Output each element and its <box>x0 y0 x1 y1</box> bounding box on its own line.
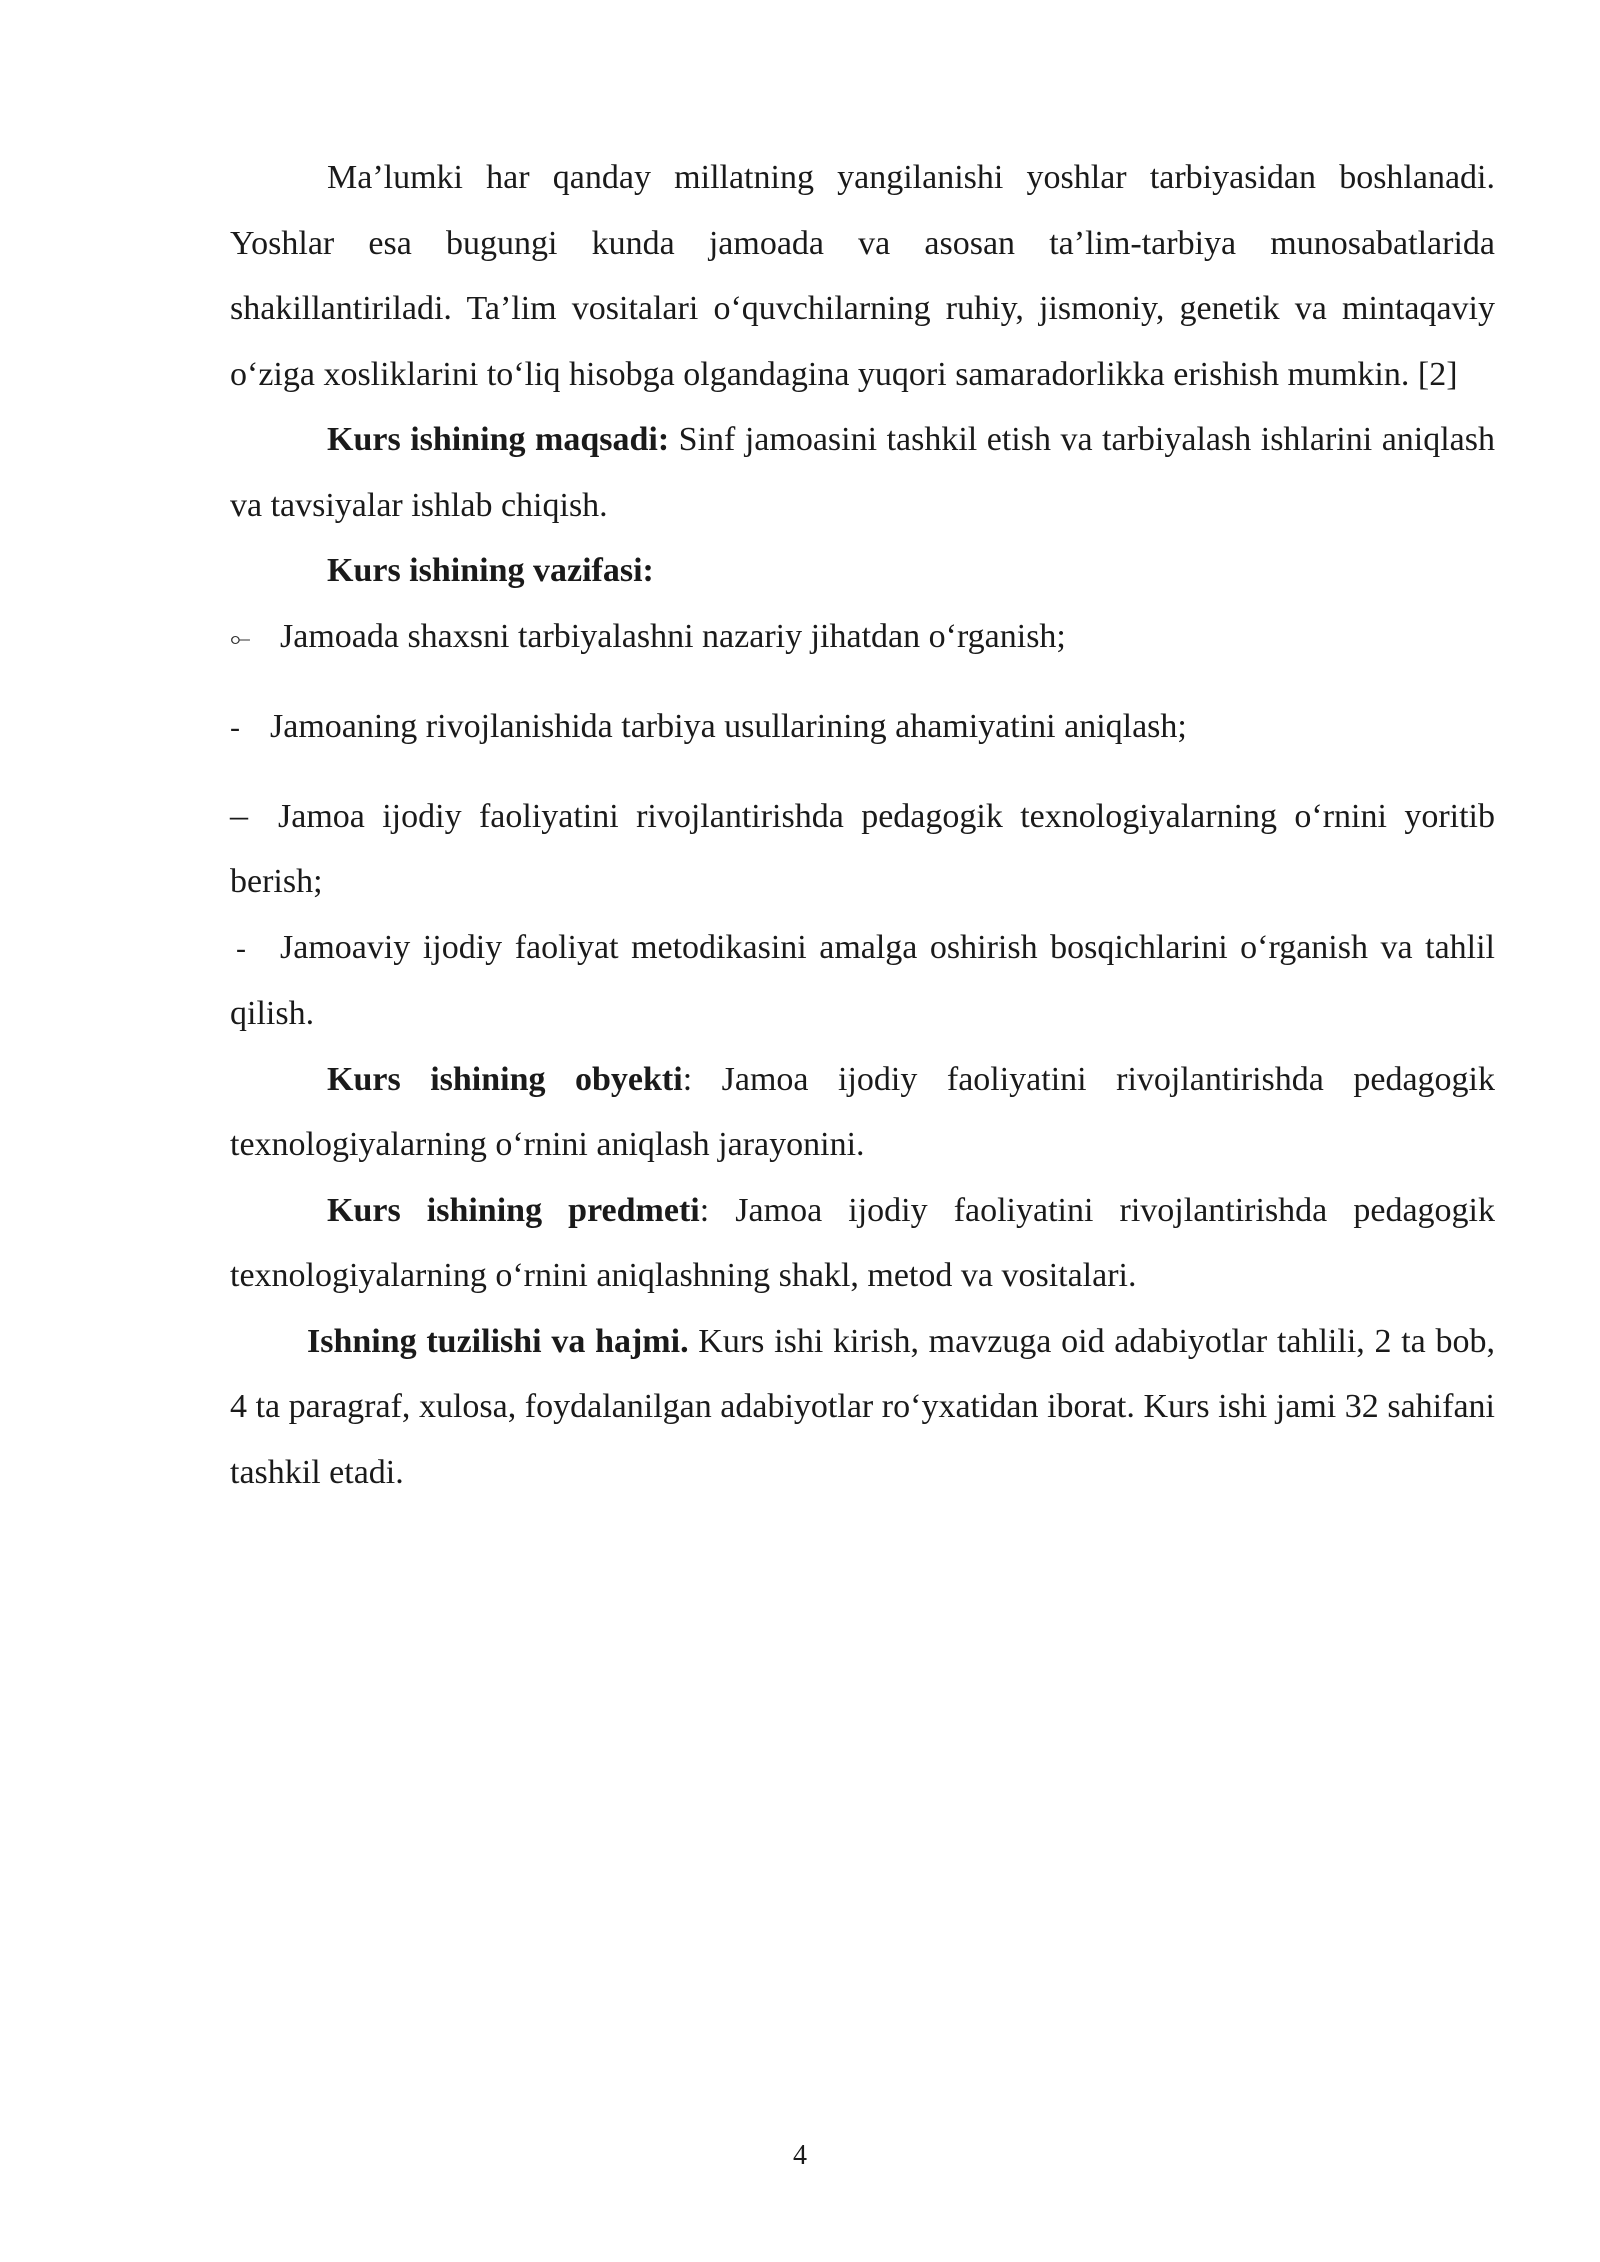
dash-bullet-icon: - <box>230 711 240 744</box>
dash-bullet-icon: - <box>236 931 246 965</box>
task-item-text: Jamoaviy ijodiy faoliyat metodikasini amalga oshirish bosqichlarini o‘rganish va tahlil qilish. <box>230 928 1495 1032</box>
structure-text: Kurs ishi kirish, mavzuga oid adabiyotlar tahlili, 2 ta bob, 4 ta paragraf, xulosa, foydalanilgan adabiyotlar ro‘yxatidan iborat. Kurs ishi jami 32 sahifani tashkil etadi. <box>230 1322 1495 1491</box>
tasks-label: Kurs ishining vazifasi: <box>327 552 654 589</box>
subject-text: : Jamoa ijodiy faoliyatini rivojlantirishda pedagogik texnologiyalarning o‘rnini aniqlashning shakl, metod va vositalari. <box>230 1191 1495 1294</box>
subject-label: Kurs ishining predmeti <box>327 1191 700 1229</box>
tasks-heading <box>230 538 1495 604</box>
hook-bullet-icon: ⟜ <box>230 623 251 654</box>
task-item-text: Jamoa ijodiy faoliyatini rivojlantirishda pedagogik texnologiyalarning o‘rnini yoritib berish; <box>230 797 1495 900</box>
document-body <box>230 145 1495 1505</box>
task-item-text: Jamoada shaxsni tarbiyalashni nazariy jihatdan o‘rganish; <box>280 617 1066 655</box>
object-paragraph <box>230 1047 1495 1178</box>
goal-text: Sinf jamoasini tashkil etish va tarbiyalash ishlarini aniqlash va tavsiyalar ishlab chiqish. <box>230 421 1495 524</box>
task-item-text: Jamoaning rivojlanishida tarbiya usullarining ahamiyatini aniqlash; <box>270 708 1187 745</box>
task-item-1 <box>230 604 1495 673</box>
intro-text: Ma’lumki har qanday millatning yangilanishi yoshlar tarbiyasidan boshlanadi. Yoshlar esa bugungi kunda jamoada va asosan ta’lim-tarbiya munosabatlarida shakillantiriladi. Ta’lim vositalari o‘quvchilarning ruhiy, jismoniy, genetik va mintaqaviy o‘ziga xosliklarini to‘liq hisobga olgandagina yuqori samaradorlikka erishish mumkin. [2] <box>230 159 1495 393</box>
long-dash-bullet-icon: – <box>230 794 248 835</box>
page-number: 4 <box>793 2140 807 2171</box>
task-item-2 <box>230 694 1495 761</box>
object-text: : Jamoa ijodiy faoliyatini rivojlantirishda pedagogik texnologiyalarning o‘rnini aniqlash jarayonini. <box>230 1060 1495 1163</box>
structure-label: Ishning tuzilishi va hajmi. <box>307 1322 689 1360</box>
task-item-4 <box>230 915 1495 1047</box>
goal-label: Kurs ishining maqsadi: <box>327 421 670 458</box>
subject-paragraph <box>230 1178 1495 1309</box>
task-item-3 <box>230 783 1495 915</box>
intro-paragraph <box>230 145 1495 407</box>
structure-paragraph <box>230 1309 1495 1506</box>
object-label: Kurs ishining obyekti <box>327 1060 683 1098</box>
goal-paragraph <box>230 407 1495 538</box>
